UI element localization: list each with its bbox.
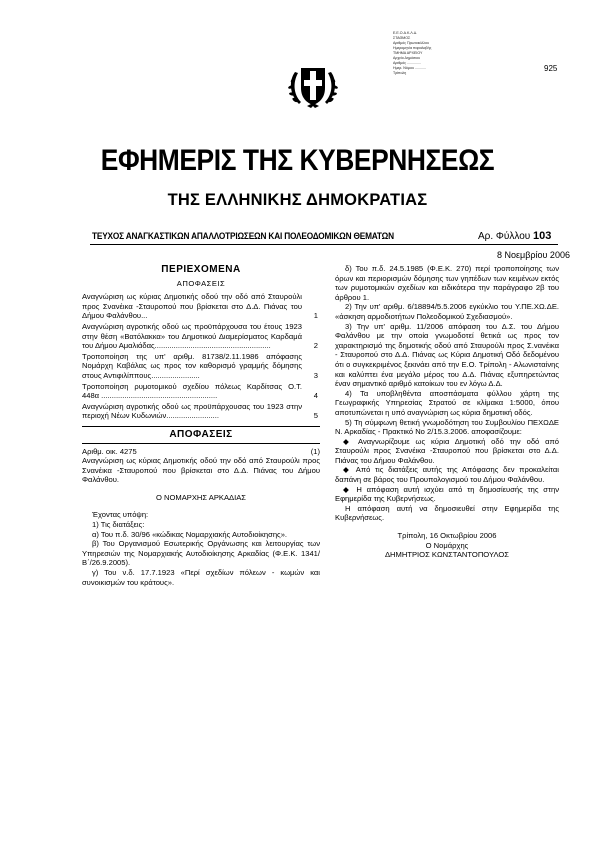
place-date: Τρίπολη, 16 Οκτωβρίου 2006	[397, 531, 497, 541]
stamp-line: Ε.Ε.Ο.Α.Κ.Λ.Δ.	[393, 31, 418, 35]
stamp-line: Αρχείο Δημόσιου	[393, 56, 420, 60]
toc-item-page: 5	[313, 411, 318, 421]
body-paragraph: β) Του Οργανισμού Εσωτερικής Οργάνωσης και λειτουργίας των Υπηρεσιών της Νομαρχιακής Αυτοδιοίκησης Αρκαδίας (Φ.Ε.Κ. 1341/Β΄/26.9.2005).	[82, 539, 320, 568]
decision-bullet: ◆ Η απόφαση αυτή ισχύει από τη δημοσίευσής της στην Εφημερίδα της Κυβερνήσεως.	[335, 484, 559, 504]
decisions-heading: ΑΠΟΦΑΣΕΙΣ	[82, 426, 320, 444]
having-regard: Έχοντας υπόψη:	[92, 510, 149, 520]
toc-item-page: 2	[313, 341, 318, 351]
toc-item-page: 1	[313, 311, 318, 321]
stamp-line: Αριθμός ..............	[393, 61, 422, 65]
toc-item-text: Τροποποίηση ρυμοτομικού σχεδίου πόλεως Καρδίτσας Ο.Τ. 448α .......................................................	[82, 381, 302, 401]
stamp-line: Ημερομηνία παραλαβής	[393, 46, 432, 50]
page-number: 925	[544, 64, 558, 73]
body-paragraph: 3) Την υπ' αριθμ. 11/2006 απόφαση του Δ.Σ. του Δήμου Φαλάνθου με την οποία γνωμοδοτεί θετικά ως προς τον χαρακτηρισμό της δημοτικής οδού από Σταυρούλι προς Σ.νανέικα - Σταυροπού στο Δ.Δ. Πιάνας ως Κύρια Δημοτική Οδό δεδομένου ότι ο συγκεκριμένος ξεκινάει από την Ε.Ο. Τρίπολη - Αλωνισταίνης και καλύπτει ένα μεγάλο μέρος του Δ.Δ. Πιάνας εξυπηρετώντας έναν σημαντικό αριθμό κατοίκων του εν λόγω Δ.Δ.	[335, 321, 559, 389]
decision-ref-index: (1)	[310, 446, 320, 456]
header-divider	[90, 244, 558, 245]
sheet-number	[478, 230, 551, 242]
signer-title: Ο Νομάρχης	[425, 540, 469, 550]
issue-series: ΤΕΥΧΟΣ ΑΝΑΓΚΑΣΤΙΚΩΝ ΑΠΑΛΛΟΤΡΙΩΣΕΩΝ ΚΑΙ ΠΟΛΕΟΔΟΜΙΚΩΝ ΘΕΜΑΤΩΝ	[92, 231, 394, 241]
stamp-line: ΣΤΑΘΜΟΣ	[393, 36, 411, 40]
decision-bullet: ◆ Από τις διατάξεις αυτής της Απόφασης δεν προκαλείται δαπάνη σε βάρος του Προυπολογισμού του Δήμου Φαλάνθου.	[335, 465, 559, 485]
greek-coat-of-arms-icon	[285, 58, 341, 114]
left-column	[82, 264, 320, 587]
stamp-line: Ημερ. Νόμου ...........	[393, 66, 426, 70]
stamp-line: ΤΜΗΜΑ ΑΡΧΕΙΟΥ	[393, 51, 423, 55]
issue-date: 8 Νοεμβρίου 2006	[497, 250, 570, 260]
toc-item[interactable]	[82, 292, 320, 321]
body-paragraph: 2) Την υπ' αριθμ. 6/18894/5.5.2006 εγκύκλιο του Υ.ΠΕ.ΧΩ.ΔΕ. «άσκηση αρμοδιοτήτων Πολεοδομικού Σχεδιασμού».	[335, 302, 559, 321]
receipt-stamp	[393, 31, 473, 76]
toc-item[interactable]	[82, 322, 320, 351]
toc-item-text: Τροποποίηση της υπ' αριθμ. 81738/2.11.1986 απόφασης Νομάρχη Καβάλας ως προς τον καθορισμό γραμμής δόμησης στους Αντιφιλίππους.......................	[82, 351, 302, 380]
decision-reference	[82, 447, 320, 457]
signer-name: ΔΗΜΗΤΡΙΟΣ ΚΩΝΣΤΑΝΤΟΠΟΥΛΟΣ	[384, 550, 509, 560]
body-paragraph: 4) Τα υποβληθέντα αποσπάσματα φύλλου χάρτη της Γεωγραφικής Υπηρεσίας Στρατού σε κλίμακα 1:5000, όπου αποτυπώνεται η υπό αναγνώριση ως κύρια δημοτική οδός.	[335, 388, 559, 417]
body-paragraph: 5) Τη σύμφωνη θετική γνωμοδότηση του Συμβουλίου ΠΕΧΩΔΕ Ν. Αρκαδίας - Πρακτικό Νο 2/15.3.2006. αποφασίζουμε:	[335, 417, 559, 437]
stamp-line: Τρίπολη	[393, 71, 407, 75]
toc-item[interactable]	[82, 382, 320, 401]
body-paragraph: γ) Του ν.δ. 17.7.1923 «Περί σχεδίων πόλεων - κωμών και συνοικισμών του κράτους».	[82, 568, 320, 587]
body-paragraph: δ) Του π.δ. 24.5.1985 (Φ.Ε.Κ. 270) περί τροποποίησης των όρων και περιορισμών δόμησης των γηπέδων των κειμένων εκτός των ρυμοτομικών σχεδίων και ειδικότερα την παράγραφο 2β του άρθρου 1.	[335, 264, 559, 302]
laws-intro: 1) Τις διατάξεις:	[92, 520, 145, 530]
decision-authority: Ο ΝΟΜΑΡΧΗΣ ΑΡΚΑΔΙΑΣ	[156, 492, 246, 502]
publish-note: Η απόφαση αυτή να δημοσιευθεί στην Εφημερίδα της Κυβερνήσεως.	[335, 503, 559, 523]
right-column	[335, 264, 559, 560]
sheet-label: Αρ. Φύλλου	[478, 231, 531, 242]
gazette-title: ΕΦΗΜΕΡΙΣ ΤΗΣ ΚΥΒΕΡΝΗΣΕΩΣ	[100, 144, 495, 177]
gazette-subtitle: ΤΗΣ ΕΛΛΗΝΙΚΗΣ ΔΗΜΟΚΡΑΤΙΑΣ	[167, 191, 428, 209]
decision-title: Αναγνώριση ως κύριας Δημοτικής οδού την οδό από Σταυρούλι προς Σνανέικα -Σταυροπού που βρίσκεται στο Δ.Δ. Πιάνας του Δήμου Φαλάνθου.	[82, 456, 320, 485]
decision-bullet: ◆ Αναγνωρίζουμε ως κύρια Δημοτική οδό την οδό από Σταυρούλι προς Σνανέικα -Σταυροπού που βρίσκεται στο Δ.Δ. Πιάνας του Δήμου Φαλάνθου.	[335, 436, 559, 465]
toc-item-page: 3	[313, 370, 318, 380]
toc-item[interactable]	[82, 352, 320, 381]
stamp-line: Αριθμός Πρωτοκόλλου	[393, 41, 429, 45]
toc-item-text: Αναγνώριση αγροτικής οδού ως προϋπάρχουσας του 1923 στην περιοχή Νέων Κυδωνιών.........................	[82, 401, 302, 421]
toc-item-text: Αναγνώριση ως κύριας Δημοτικής οδού την οδό από Σταυρούλι προς Σνανέικα -Σταυροπού που βρίσκεται στο Δ.Δ. Πιάνας του Δήμου Φαλάνθου...	[82, 292, 302, 321]
toc-item[interactable]	[82, 402, 320, 421]
toc-item-text: Αναγνώριση αγροτικής οδού ως προϋπάρχουσα του έτους 1923 στην θέση «Βατόλακκα» του Δημοτικού Διαμερίσματος Καρδαμά του Δήμου Αμαλιάδας.......................................................	[82, 321, 302, 351]
contents-heading: ΠΕΡΙΕΧΟΜΕΝΑ	[161, 264, 241, 275]
sheet-number-value: 103	[533, 230, 552, 242]
toc-item-page: 4	[313, 391, 318, 401]
contents-subheading: ΑΠΟΦΑΣΕΙΣ	[176, 278, 226, 288]
body-paragraph: α) Του π.δ. 30/96 «κώδικας Νομαρχιακής Αυτοδιοίκησης».	[92, 529, 288, 539]
decision-ref-number: Αριθμ. οικ. 4275	[82, 446, 137, 456]
